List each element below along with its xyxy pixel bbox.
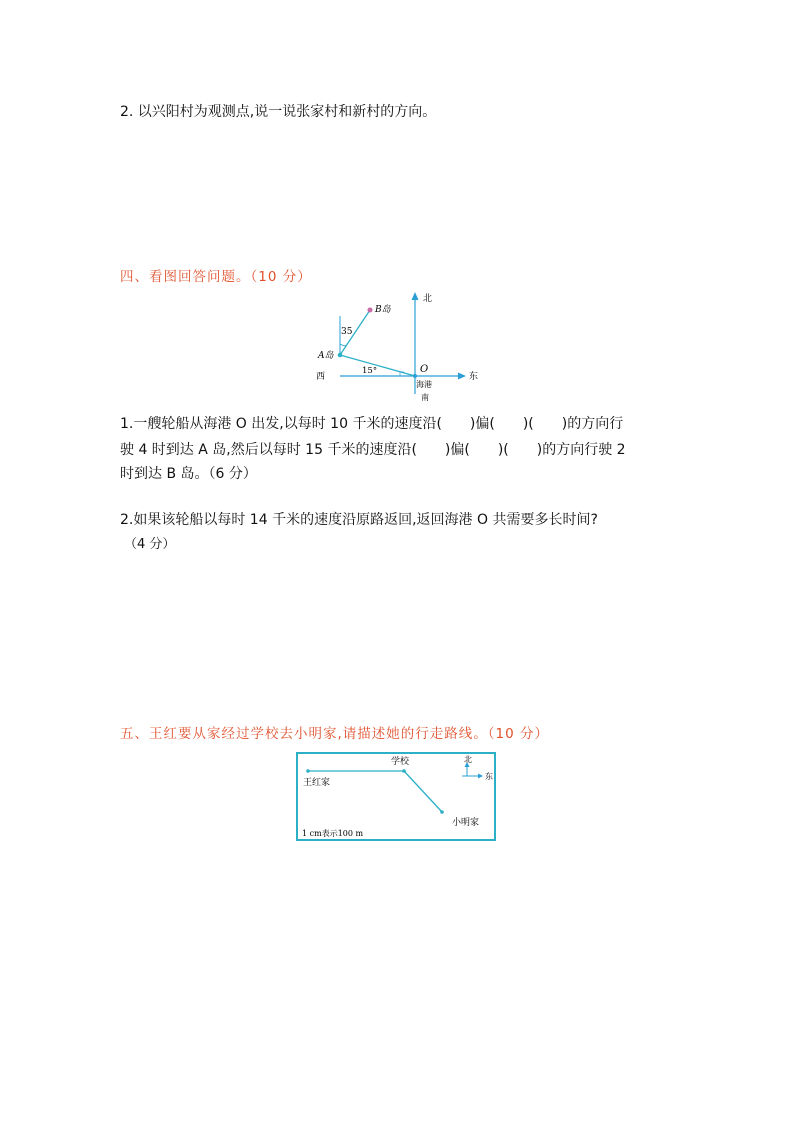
point-a-marker [338, 353, 343, 358]
label-east: 东 [469, 372, 479, 382]
point-o-marker [413, 374, 417, 378]
label-north: 北 [423, 294, 433, 304]
label-home: 王红家 [303, 778, 331, 788]
label-point-b: B岛 [375, 305, 391, 315]
section-4-q1-line-2: 驶 4 时到达 A 岛,然后以每时 15 千米的速度沿( )偏( )( )的方向行驶 2 [120, 442, 626, 458]
section-5-heading: 五、王红要从家经过学校去小明家,请描述她的行走路线。（10 分） [120, 726, 550, 742]
north-arrow-icon [412, 292, 419, 300]
route-map [296, 752, 498, 842]
label-point-o: O [420, 364, 429, 375]
label-point-a: A岛 [318, 351, 334, 361]
point-b-marker [368, 308, 373, 313]
label-xiaoming: 小明家 [452, 818, 480, 828]
map-scale: 1 cm表示100 m [302, 829, 364, 838]
section-4-q1-line-3: 时到达 B 岛。（6 分） [120, 466, 257, 482]
section-4-q1-line-1: 1.一艘轮船从海港 O 出发,以每时 10 千米的速度沿( )偏( )( )的方向行 [120, 416, 624, 432]
route-o-to-a [340, 355, 415, 376]
label-west: 西 [316, 372, 326, 382]
label-school: 学校 [391, 757, 410, 767]
home-marker [306, 769, 310, 773]
label-map-east: 东 [485, 772, 493, 781]
question-3-item-2: 2. 以兴阳村为观测点,说一说张家村和新村的方向。 [120, 104, 437, 120]
label-angle-o: 15° [362, 366, 378, 376]
section-4-q2-line-1: 2.如果该轮船以每时 14 千米的速度沿原路返回,返回海港 O 共需要多长时间? [120, 512, 598, 528]
section-4-q2-line-2: （4 分） [124, 537, 176, 552]
section-4-heading: 四、看图回答问题。（10 分） [120, 269, 312, 285]
label-angle-a: 35 [341, 327, 353, 337]
label-harbor-1: 海港 [416, 380, 432, 389]
angle-a-arc [340, 344, 346, 346]
school-marker [402, 769, 406, 773]
label-map-north: 北 [464, 755, 472, 764]
compass-route-diagram [312, 288, 492, 408]
label-harbor-2: 南 [421, 393, 429, 402]
east-arrow-icon [458, 373, 466, 380]
xiaoming-marker [440, 810, 444, 814]
